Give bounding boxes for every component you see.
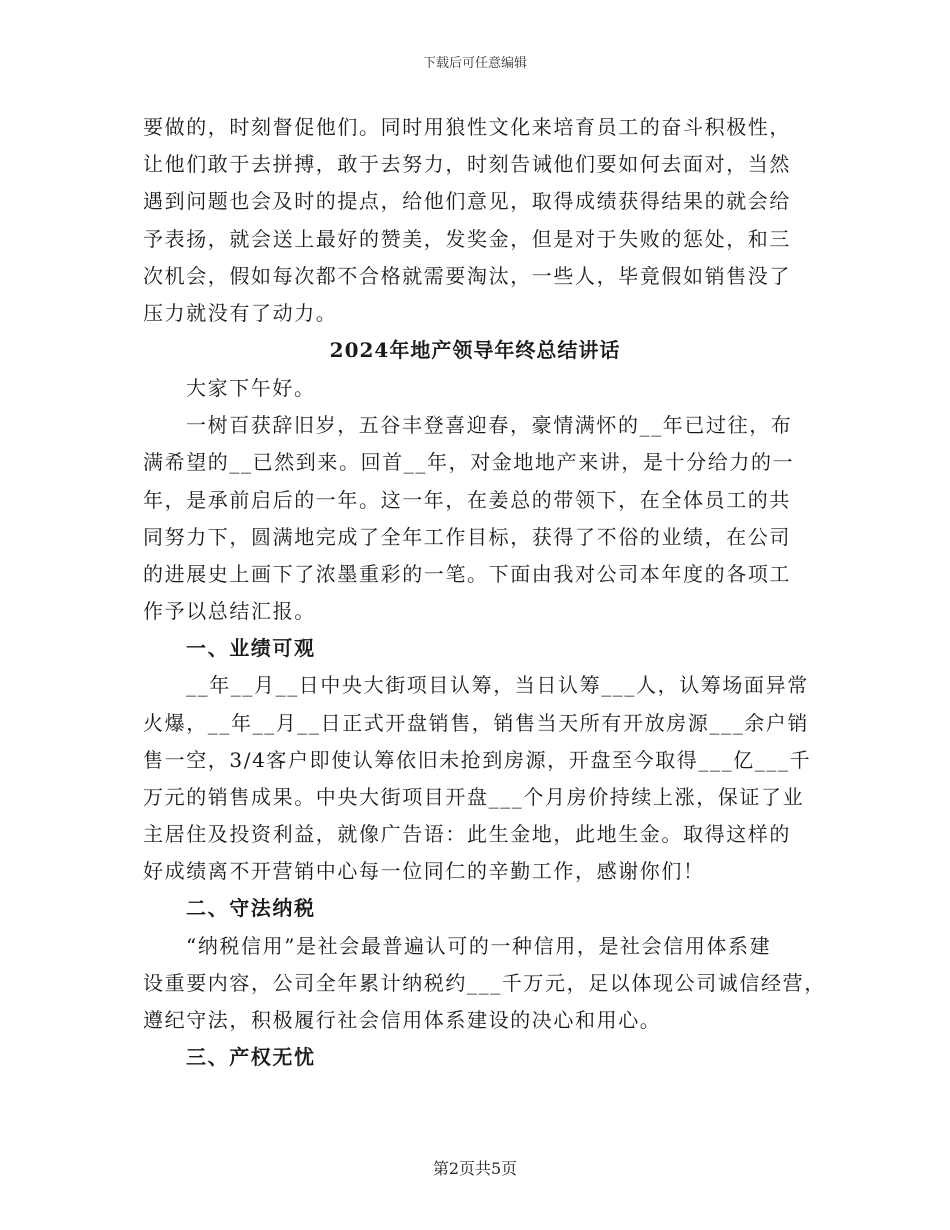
body-line: 次机会，假如每次都不合格就需要淘汰，一些人，毕竟假如销售没了 [143, 264, 791, 288]
greeting-line: 大家下午好。 [186, 376, 316, 400]
body-line: 年，是承前启后的一年。这一年，在姜总的带领下，在全体员工的共 [143, 488, 791, 512]
body-line: 作予以总结汇报。 [143, 599, 316, 623]
body-line: 火爆，__年__月__日正式开盘销售，销售当天所有开放房源___余户销 [143, 711, 809, 735]
body-line: 遇到问题也会及时的提点，给他们意见，取得成绩获得结果的就会给 [143, 189, 791, 213]
body-line: “纳税信用”是社会最普遍认可的一种信用，是社会信用体系建 [186, 934, 772, 958]
document-title: 2024年地产领导年终总结讲话 [329, 338, 621, 362]
body-line: 设重要内容，公司全年累计纳税约___千万元，足以体现公司诚信经营， [143, 971, 826, 995]
body-line: 满希望的__已然到来。回首__年，对金地地产来讲，是十分给力的一 [143, 450, 795, 474]
body-line: 一树百获辞旧岁，五谷丰登喜迎春，豪情满怀的__年已过往，布 [186, 413, 793, 437]
body-line: 主居住及投资利益，就像广告语：此生金地，此地生金。取得这样的 [143, 822, 791, 846]
page-footer: 第2页共5页 [432, 1159, 518, 1178]
body-line: 让他们敢于去拼搏，敢于去努力，时刻告诫他们要如何去面对，当然 [143, 152, 791, 176]
body-line: __年__月__日中央大街项目认筹，当日认筹___人，认筹场面异常 [186, 673, 809, 697]
body-line: 的进展史上画下了浓墨重彩的一笔。下面由我对公司本年度的各项工 [143, 562, 791, 586]
page-header: 下载后可任意编辑 [422, 56, 527, 71]
body-line: 万元的销售成果。中央大街项目开盘___个月房价持续上涨，保证了业 [143, 785, 805, 809]
section-heading: 二、守法纳税 [186, 896, 316, 920]
body-line: 售一空，3/4客户即使认筹依旧未抢到房源，开盘至今取得___亿___千 [143, 748, 812, 772]
body-line: 遵纪守法，积极履行社会信用体系建设的决心和用心。 [143, 1008, 662, 1032]
body-line: 要做的，时刻督促他们。同时用狼性文化来培育员工的奋斗积极性， [143, 115, 791, 139]
body-line: 好成绩离不开营销中心每一位同仁的辛勤工作，感谢你们！ [143, 859, 705, 883]
section-heading: 三、产权无忧 [186, 1045, 316, 1069]
section-heading: 一、业绩可观 [186, 636, 316, 660]
body-line: 压力就没有了动力。 [143, 301, 338, 325]
body-line: 予表扬，就会送上最好的赞美，发奖金，但是对于失败的惩处，和三 [143, 227, 791, 251]
body-line: 同努力下，圆满地完成了全年工作目标，获得了不俗的业绩，在公司 [143, 525, 791, 549]
